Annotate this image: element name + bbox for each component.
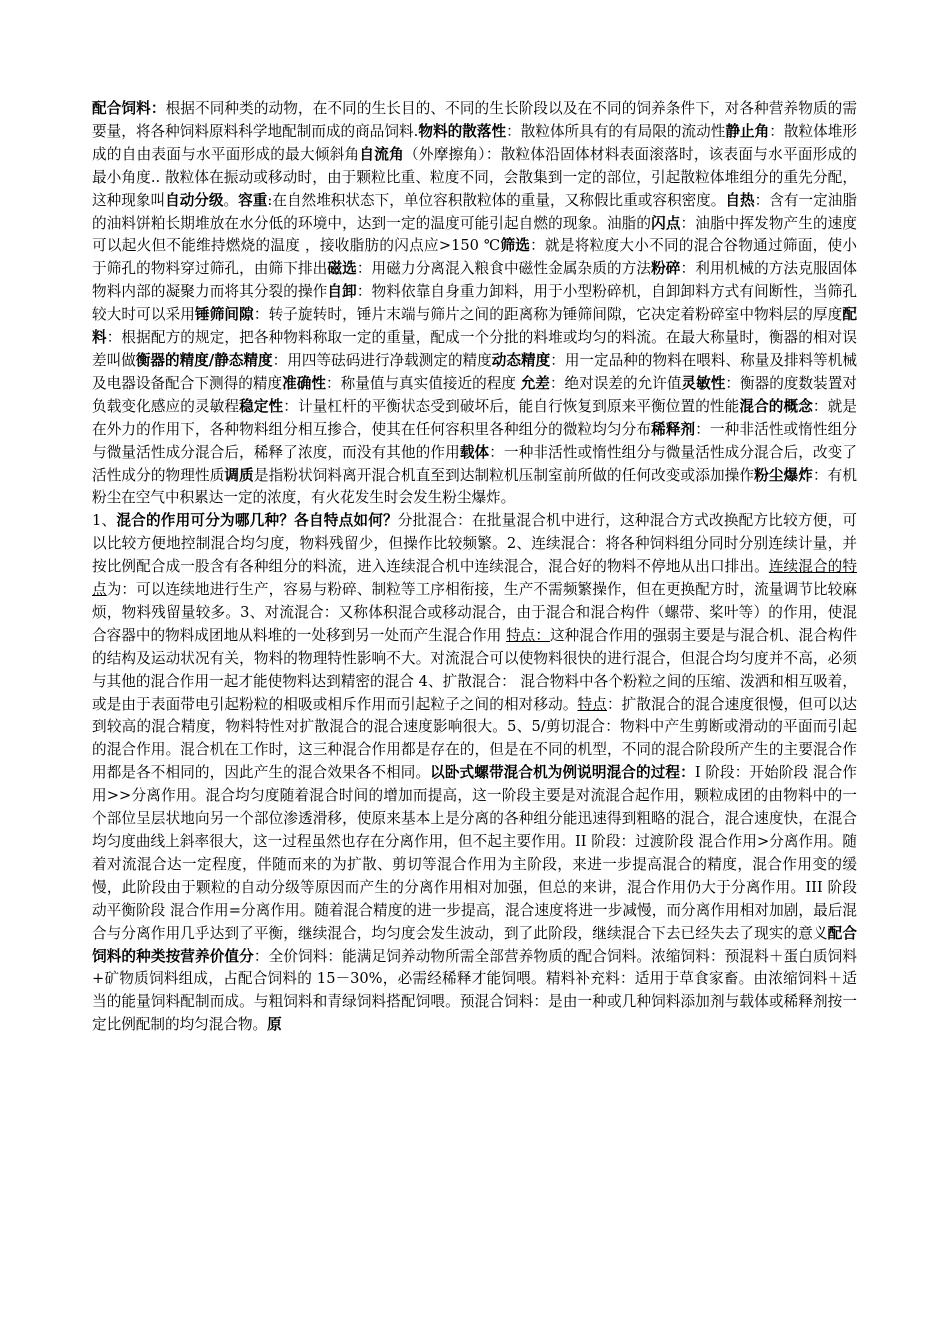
bold-term: 自热 [725,191,755,209]
text-run: ：散粒体所具有的有局限的流动性 [506,122,726,140]
text-run: 。 [223,191,239,209]
mixing-paragraph [92,510,857,1037]
text-run: ：就是在外力的作用下，各种物料组分相互掺合，使其在任何容积里各种组分的微粒均匀分布 [92,397,857,438]
text-run: ：含有一定油脂的油料饼粕长期堆放在水分低的环境中，达到一定的温度可能引起自燃的现象。油脂的 [92,191,857,232]
text-run: ：称量值与真实值接近的程度 [325,374,521,392]
text-run: ：利用机械的方法克服固体物料内部的凝聚力而将其分裂的操作 [92,260,857,301]
text-run: ：根据配方的规定，把各种物料称取一定的重量，配成一个分批的料堆或均匀的料流。在最大称量时，衡器的相对误差叫做 [92,329,857,369]
text-run: ：油脂中挥发物产生的速度可以起火但不能维持燃烧的温度 ，接收脂肪的闪点应>150 ℃ [92,214,857,255]
bold-term: 混合的概念 [739,397,813,415]
text-run: 是指粉状饲料离开混合机直至到达制粒机压制室前所做的任何改变或添加操作 [253,466,755,484]
text-run: ：用四等砝码进行净载测定的精度 [272,351,492,369]
bold-term: 磁选 [327,260,357,278]
text-run: ：用磁力分离混入粮食中磁性金属杂质的方法 [356,260,652,278]
bold-term: 调质 [224,466,254,484]
underlined-text: 特点 [577,695,607,713]
bold-term: 衡器的精度/静态精度 [135,351,273,369]
bold-term: 以卧式螺带混合机为例说明混合的过程： [430,764,695,782]
text-run: 根据不同种类的动物，在不同的生长目的、不同的生长阶段以及在不同的饲养条件下，对各种营养物质的需要量，将各种饲料原料科学地配制而成的商品饲料. [92,100,857,140]
bold-term: 稳定性 [239,397,284,415]
text-run: 为：可以连续地进行生产，容易与粉碎、制粒等工序相衔接，生产不需频繁操作，但在更换配方时，流量调节比较麻烦，物料残留量较多。3、对流混合：又称体积混合或移动混合，由于混合和混合构件（螺带、桨叶等）的作用，使混合容器中的物料成团地从料堆的一处移到另一处而产生混合作用 [92,581,857,644]
bold-term: 载体 [459,443,490,461]
text-run: ：全价饲料：能满足饲养动物所需全部营养物质的配合饲料。浓缩饲料：预混料＋蛋白质饲料+矿物质饲料组成，占配合饲料的 15－30%，必需经稀释才能饲喂。精料补充料：适用于草食家畜。由浓缩饲料＋适当的能量饲料配制而成。与粗饲料和青绿饲料搭配饲喂。预混合饲料：是由一种或几种饲料添加剂与载体或稀释剂按一定比例配制的均匀混合物。 [92,947,857,1034]
bold-term: 配合饲料的种类按营养价值分 [92,924,857,965]
bold-term: 允差 [520,374,550,392]
text-run: ：就是将粒度大小不同的混合谷物通过筛面，使小于筛孔的物料穿过筛孔，由筛下排出 [92,237,857,278]
bold-term: 配料 [92,306,857,347]
text-run: ：绝对误差的允许值 [549,374,682,392]
bold-term: 灵敏性 [681,374,726,392]
text-run: ：用一定品种的物料在喂料、称量及排料等机械及电器设备配合下测得的精度 [92,351,857,392]
bold-term: 粉尘爆炸 [754,466,813,484]
text-run: 1、 [92,512,117,530]
document-page [92,98,857,1037]
text-run: ：一种非活性或惰性组分与微量活性成分混合后，改变了活性成分的物理性质 [92,443,857,484]
text-run: ：散粒体堆形成的自由表面与水平面形成的最大倾斜角 [92,122,857,163]
text-run: 分批混合：在批量混合机中进行，这种混合方式改换配方比较方便，可以比较方便地控制混合均匀度，物料残留少，但操作比较频繁。2、连续混合：将各种饲料组分同时分别连续计量，并按比例配合成一股含有各种组分的料流，进入连续混合机中连续混合，混合好的物料不停地从出口排出。 [92,512,857,576]
bold-term: 混合的作用可分为哪几种？各自特点如何？ [116,512,398,530]
text-run: ：转子旋转时，锤片末端与筛片之间的距离称为锤筛间隙，它决定着粉碎室中物料层的厚度 [253,306,843,324]
bold-term: 配合饲料： [92,100,166,117]
bold-term: 自卸 [327,283,357,301]
text-run: ：扩散混合的混合速度很慢，但可以达到较高的混合精度，物料特性对扩散混合的混合速度影响很大。5、5/剪切混合：物料中产生剪断或滑动的平面而引起的混合作用。混合机在工作时，这三种混合作用都是存在的，但是在不同的机型，不同的混合阶段所产生的主要混合作用都是各不相同的，因此产生的混合效果各不相同。 [92,695,857,782]
text-run: ：物料依靠自身重力卸料，用于小型粉碎机，自卸卸料方式有间断性，当筛孔较大时可以采用 [92,283,857,324]
text-run: ：衡器的度数装置对负载变化感应的灵敏程 [92,374,857,415]
text-run: :在自然堆积状态下，单位容积散粒体的重量，又称假比重或容积密度。 [267,191,726,209]
text-run: ：计量杠杆的平衡状态受到破坏后，能自行恢复到原来平衡位置的性能 [283,397,740,415]
text-run: 这种混合作用的强弱主要是与混合机、混合构件的结构及运动状况有关，物料的物理特性影响不大。对流混合可以使物料很快的进行混合，但混合均匀度并不高，必须与其他的混合作用一起才能使物料达到精密的混合 4、扩散混合： 混合物料中各个粉粒之间的压缩、泼洒和相互吸着，或是由于表面带电引起粉粒的相吸或相斥作用而引起粒子之间的相对移动。 [92,626,857,713]
bold-term: 准确性 [282,374,326,392]
bold-term: 原 [267,1016,282,1034]
bold-term: 静止角 [725,122,770,140]
underlined-text: 连续混合的特点 [92,558,857,599]
text-run: ：一种非活性或惰性组分与微量活性成分混合后，稀释了浓度，而没有其他的作用 [92,420,857,461]
bold-term: 容重 [238,191,268,209]
underlined-text: 特点： [506,626,550,644]
bold-term: 稀释剂 [651,420,696,438]
bold-term: 物料的散落性 [418,122,507,140]
definitions-paragraph [92,98,857,510]
bold-term: 闪点 [651,214,681,232]
bold-term: 粉碎 [651,260,681,278]
bold-term: 动态精度 [491,351,551,369]
bold-term: 自流角 [359,145,404,163]
text-run: ：有机粉尘在空气中积累达一定的浓度，有火花发生时会发生粉尘爆炸。 [92,466,857,507]
bold-term: 自动分级 [165,191,224,209]
text-run: （外摩擦角）：散粒体沿固体材料表面滚落时，该表面与水平面形成的最小角度.. 散粒体在振动或移动时，由于颗粒比重、粒度不同，会散集到一定的部位，引起散粒体堆组分的重先分配，这种现象叫 [92,145,857,209]
bold-term: 锤筛间隙 [195,306,254,324]
text-run: I 阶段：开始阶段 混合作用>>分离作用。混合均匀度随着混合时间的增加而提高，这一阶段主要是对流混合起作用，颗粒成团的由物料中的一个部位呈层状地向另一个部位渗透滑移，使原来基本上是分离的各种组分能迅速得到粗略的混合，混合速度快，在混合均匀度曲线上斜率很大，这一过程虽然也存在分离作用，但不起主要作用。II 阶段：过渡阶段 混合作用>分离作用。随着对流混合达一定程度，伴随而来的为扩散、剪切等混合作用为主阶段，来进一步提高混合的精度，混合作用变的缓慢，此阶段由于颗粒的自动分级等原因而产生的分离作用相对加强，但总的来讲，混合作用仍大于分离作用。III 阶段 动平衡阶段 混合作用=分离作用。随着混合精度的进一步提高，混合速度将进一步减慢，而分离作用相对加剧，最后混合与分离作用几乎达到了平衡，继续混合，均匀度会发生波动，到了此阶段，继续混合下去已经失去了现实的意义 [92,764,857,942]
bold-term: 筛选 [500,237,531,255]
